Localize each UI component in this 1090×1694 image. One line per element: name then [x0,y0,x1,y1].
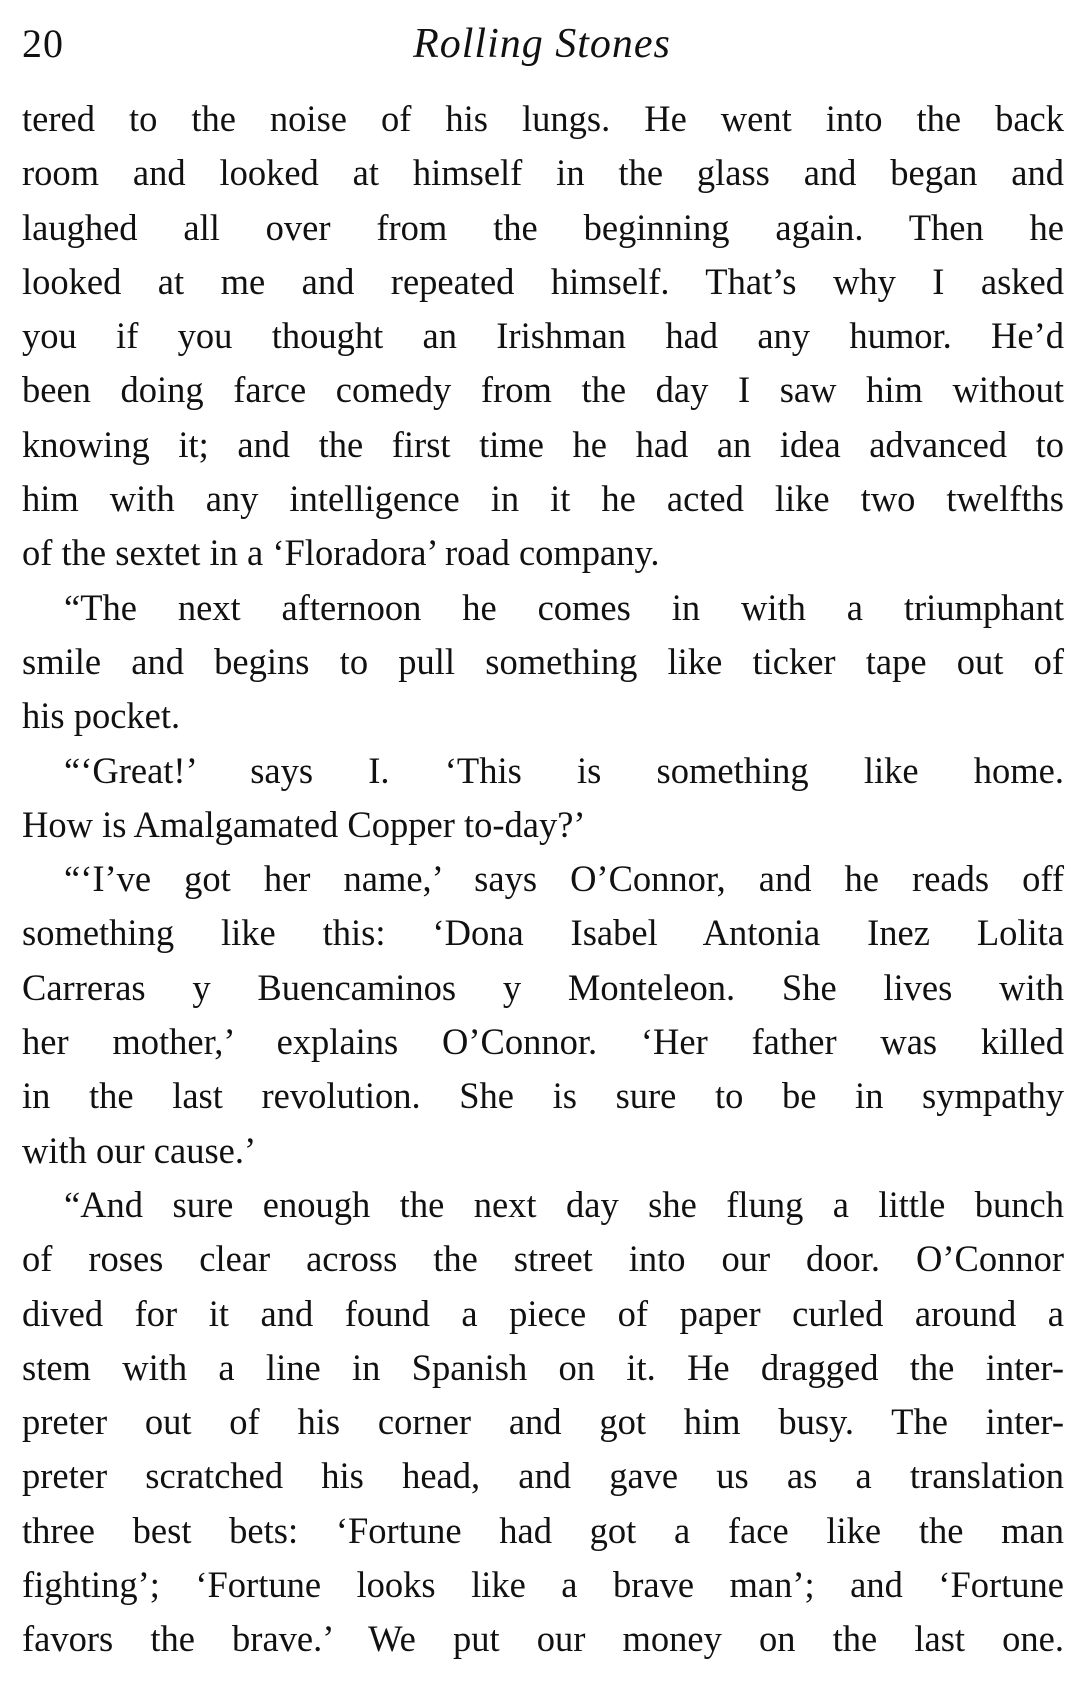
text-line: dived for it and found a piece of paper curled around a [22,1292,1064,1334]
text-line: of the sextet in a ‘Floradora’ road company. [22,532,660,574]
text-line: “‘I’ve got her name,’ says O’Connor, and he reads off [64,858,1064,900]
text-line: tered to the noise of his lungs. He went into the back [22,98,1064,139]
text-line: “And sure enough the next day she flung a little bunch [64,1183,1064,1225]
text-line: fighting’; ‘Fortune looks like a brave man’; and ‘Fortune [22,1564,1064,1606]
text-line: stem with a line in Spanish on it. He dragged the inter- [22,1346,1064,1388]
text-line: Carreras y Buencaminos y Monteleon. She lives with [22,966,1064,1008]
text-line: favors the brave.’ We put our money on the last one. [22,1618,1064,1660]
page-header [22,14,1062,74]
text-line: her mother,’ explains O’Connor. ‘Her father was killed [22,1021,1064,1063]
text-line: in the last revolution. She is sure to be in sympathy [22,1075,1064,1117]
text-line: you if you thought an Irishman had any humor. He’d [22,315,1064,357]
text-line: three best bets: ‘Fortune had got a face like the man [22,1509,1064,1551]
text-line: been doing farce comedy from the day I saw him without [22,369,1064,411]
page-number: 20 [22,21,64,66]
text-line: of roses clear across the street into our door. O’Connor [22,1238,1064,1280]
text-line: his pocket. [22,695,181,737]
text-line: laughed all over from the beginning again. Then he [22,206,1064,248]
text-line: “The next afternoon he comes in with a triumphant [64,586,1064,628]
text-line: knowing it; and the first time he had an idea advanced to [22,423,1064,465]
text-line: room and looked at himself in the glass and began and [22,152,1064,194]
text-line: smile and begins to pull something like ticker tape out of [22,640,1064,682]
text-line: looked at me and repeated himself. That’s why I asked [22,260,1064,302]
text-line: preter scratched his head, and gave us as a translation [22,1455,1064,1497]
body-text [22,92,1064,1667]
text-line: How is Amalgamated Copper to-day?’ [22,803,586,845]
text-line: preter out of his corner and got him busy. The inter- [22,1401,1064,1443]
text-line: something like this: ‘Dona Isabel Antonia Inez Lolita [22,912,1064,954]
text-line: with our cause.’ [22,1129,257,1171]
text-line: him with any intelligence in it he acted like two twelfths [22,478,1064,520]
running-head-title: Rolling Stones [413,21,671,67]
text-line: “‘Great!’ says I. ‘This is something like home. [64,749,1064,791]
